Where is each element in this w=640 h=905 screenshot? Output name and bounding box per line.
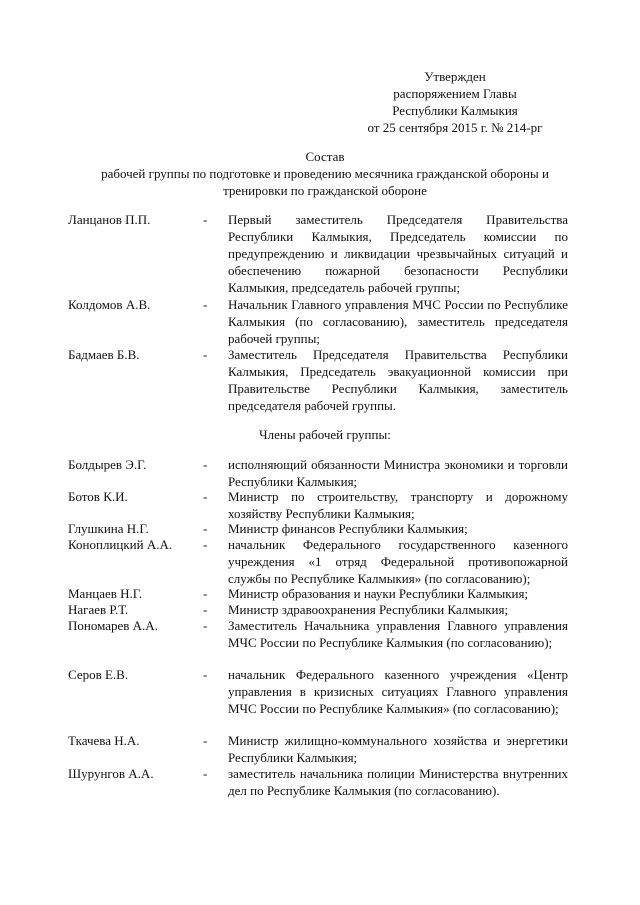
person-name: Бадмаев Б.В. — [68, 347, 140, 362]
approval-line-approved: Утвержден — [424, 69, 486, 84]
person-name: Колдомов А.В. — [68, 297, 151, 312]
person-name: Коноплицкий А.А. — [68, 537, 173, 552]
separator-dash: - — [203, 667, 208, 682]
approval-line-date: от 25 сентября 2015 г. № 214-рг — [367, 120, 543, 135]
person-name: Ботов К.И. — [68, 489, 128, 504]
separator-dash: - — [203, 347, 208, 362]
person-role: Министр здравоохранения Республики Калмыкия; — [228, 602, 509, 617]
person-role: Заместитель Председателя Правительства Республики Калмыкия, Председатель эвакуационной комиссии при Правительстве Республики Калмыкия, заместитель председателя рабочей группы. — [228, 347, 568, 413]
person-name: Ланцанов П.П. — [68, 212, 151, 227]
separator-dash: - — [203, 602, 208, 617]
person-role: Начальник Главного управления МЧС России по Республике Калмыкия (по согласованию), заместитель председателя рабочей группы; — [228, 297, 568, 346]
title-line-composition: Состав — [305, 149, 345, 164]
title-line-group: рабочей группы по подготовке и проведению месячника гражданской обороны и — [101, 166, 549, 181]
title-line-training: тренировки по гражданской обороне — [223, 183, 427, 198]
separator-dash: - — [203, 733, 208, 748]
separator-dash: - — [203, 457, 208, 472]
person-name: Шурунгов А.А. — [68, 766, 154, 781]
separator-dash: - — [203, 212, 208, 227]
separator-dash: - — [203, 586, 208, 601]
person-name: Серов Е.В. — [68, 667, 129, 682]
document-title — [60, 148, 590, 199]
approval-line-order: распоряжением Главы — [393, 86, 517, 101]
person-role: Министр финансов Республики Калмыкия; — [228, 521, 468, 536]
person-name: Нагаев Р.Т. — [68, 602, 129, 617]
person-role: Заместитель Начальника управления Главного управления МЧС России по Республике Калмыкия (по согласованию); — [228, 618, 568, 650]
approval-block — [340, 68, 570, 136]
person-name: Ткачева Н.А. — [68, 733, 140, 748]
person-role: Министр по строительству, транспорту и дорожному хозяйству Республики Калмыкия; — [228, 489, 568, 521]
separator-dash: - — [203, 521, 208, 536]
separator-dash: - — [203, 766, 208, 781]
separator-dash: - — [203, 537, 208, 552]
separator-dash: - — [203, 489, 208, 504]
person-name: Болдырев Э.Г. — [68, 457, 147, 472]
separator-dash: - — [203, 297, 208, 312]
person-name: Пономарев А.А. — [68, 618, 158, 633]
person-role: Министр образования и науки Республики Калмыкия; — [228, 586, 529, 601]
members-heading: Члены рабочей группы: — [259, 427, 391, 442]
approval-line-republic: Республики Калмыкия — [392, 103, 518, 118]
person-name: Глушкина Н.Г. — [68, 521, 149, 536]
person-role: заместитель начальника полиции Министерства внутренних дел по Республике Калмыкия (по согласованию). — [228, 766, 568, 798]
person-name: Манцаев Н.Г. — [68, 586, 143, 601]
person-role: Министр жилищно-коммунального хозяйства и энергетики Республики Калмыкия; — [228, 733, 568, 765]
separator-dash: - — [203, 618, 208, 633]
person-role: исполняющий обязанности Министра экономики и торговли Республики Калмыкия; — [228, 457, 568, 489]
person-role: Первый заместитель Председателя Правительства Республики Калмыкия, Председатель комиссии по предупреждению и ликвидации чрезвычайных ситуаций и обеспечению пожарной безопасности Республики Калмыкия, председатель рабочей группы; — [228, 212, 568, 295]
person-role: начальник Федерального казенного учреждения «Центр управления в кризисных ситуациях Главного управления МЧС России по Республике Калмыкия» (по согласованию); — [228, 667, 568, 716]
person-role: начальник Федерального государственного казенного учреждения «1 отряд Федеральной противопожарной службы по Республике Калмыкия» (по согласованию); — [228, 537, 568, 586]
